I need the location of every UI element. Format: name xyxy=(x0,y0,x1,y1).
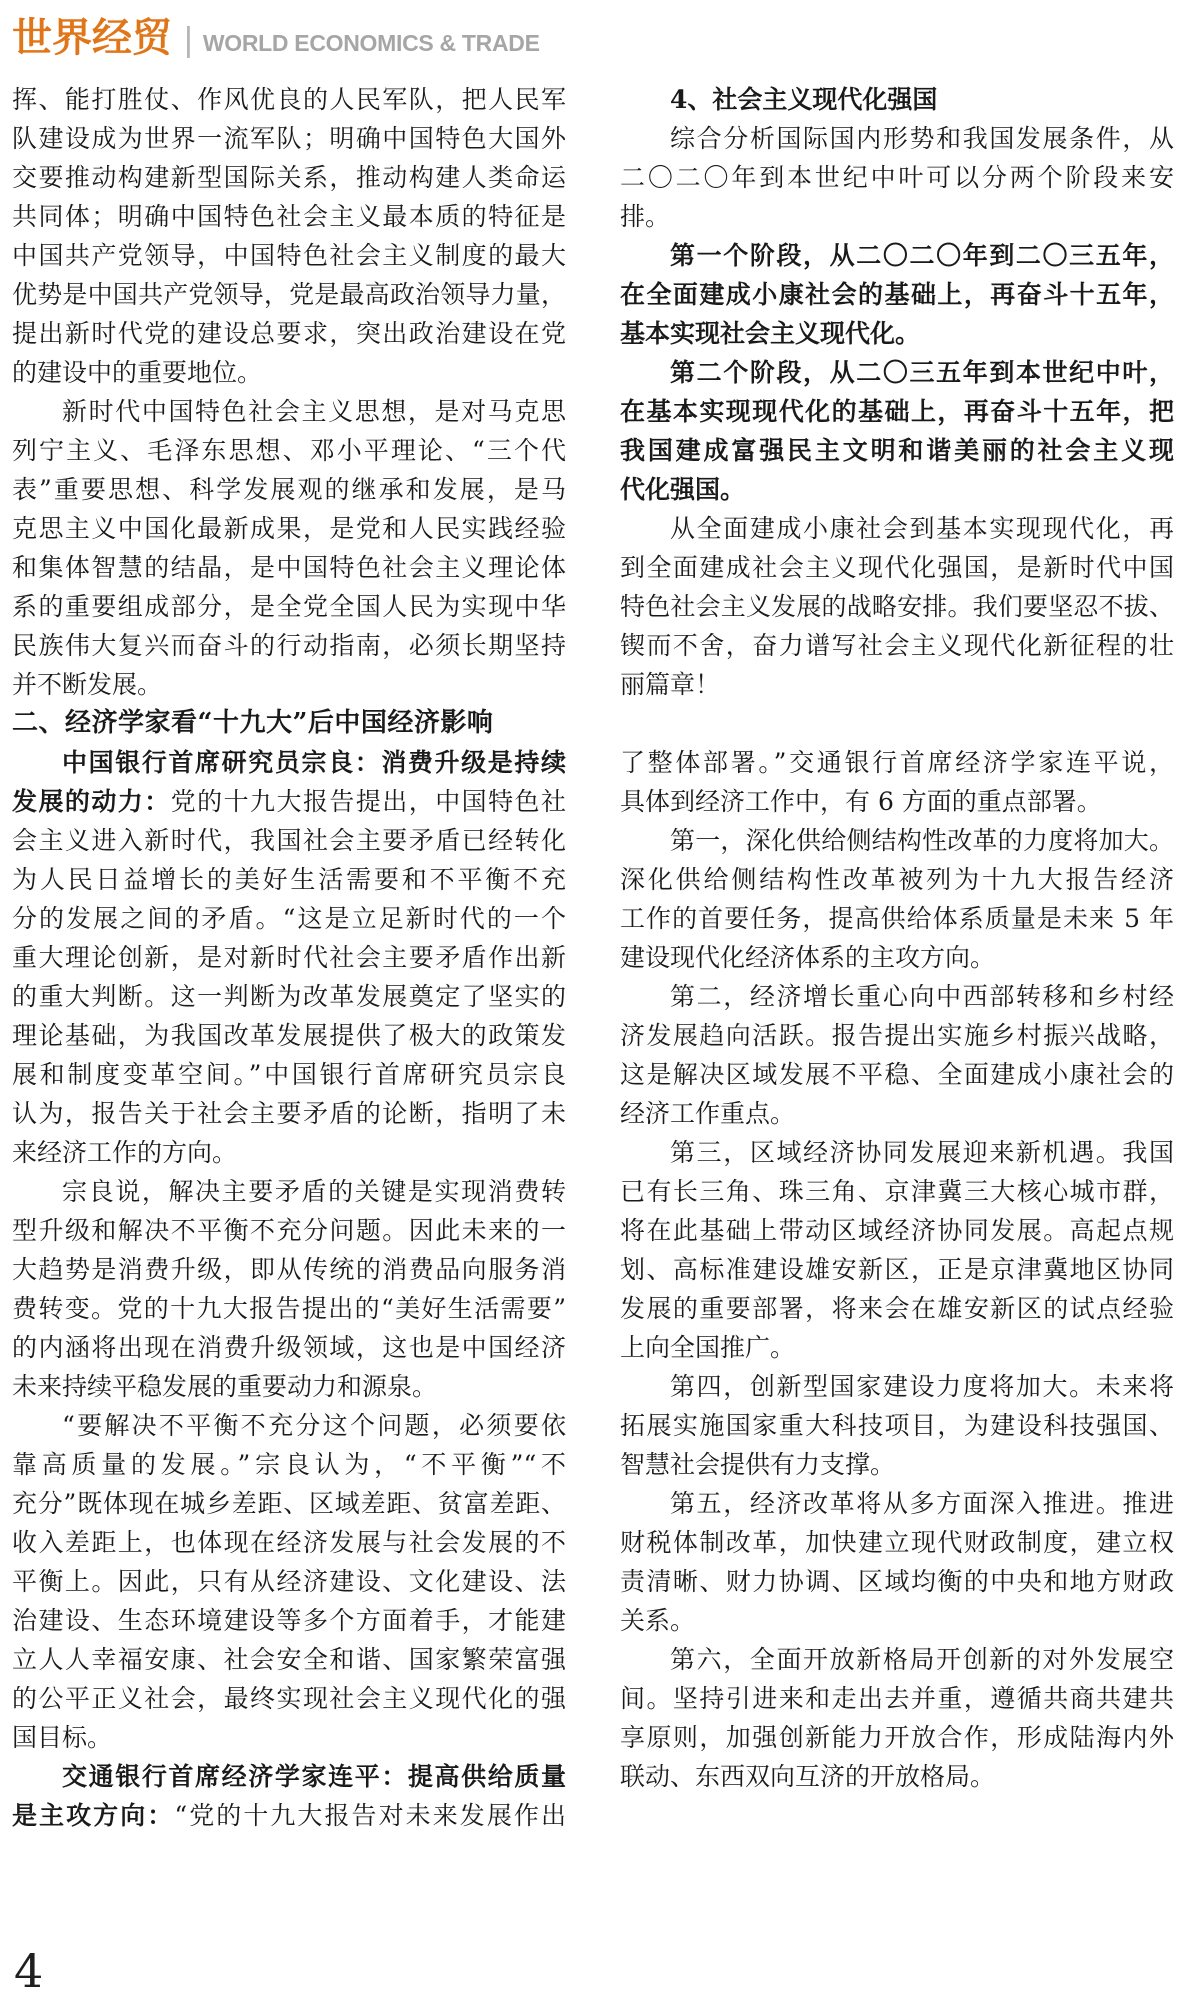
text-line xyxy=(620,392,1174,431)
text-segment: 列宁主义、毛泽东思想、邓小平理论、“三个代 xyxy=(12,436,566,465)
bold-text-segment: 第二个阶段，从二〇三五年到本世纪中叶， xyxy=(670,358,1174,387)
text-segment: 立人人幸福安康、社会安全和谐、国家繁荣富强 xyxy=(12,1645,566,1674)
text-line xyxy=(12,119,566,158)
text-segment: 上向全国推广。 xyxy=(620,1333,796,1362)
masthead xyxy=(12,6,540,63)
text-line xyxy=(620,665,1174,704)
text-segment: 经济工作重点。 xyxy=(620,1099,796,1128)
text-line xyxy=(620,1016,1174,1055)
text-line xyxy=(620,1679,1174,1718)
text-segment: 提出新时代党的建设总要求，突出政治建设在党 xyxy=(12,319,566,348)
text-segment: “党的十九大报告对未来发展作出 xyxy=(174,1801,566,1830)
text-line xyxy=(620,977,1174,1016)
text-line xyxy=(12,782,566,821)
text-segment: 济发展趋向活跃。报告提出实施乡村振兴战略， xyxy=(620,1021,1174,1050)
text-line xyxy=(12,1562,566,1601)
text-line xyxy=(620,119,1174,158)
text-line xyxy=(620,1289,1174,1328)
text-line xyxy=(620,626,1174,665)
text-segment: 未来持续平稳发展的重要动力和源泉。 xyxy=(12,1372,438,1401)
text-segment: 重大理论创新，是对新时代社会主要矛盾作出新 xyxy=(12,943,566,972)
text-line xyxy=(620,1757,1174,1796)
text-line xyxy=(620,1523,1174,1562)
text-segment: 具体到经济工作中，有 6 方面的重点部署。 xyxy=(620,787,1102,816)
text-segment: 发展的重要部署，将来会在雄安新区的试点经验 xyxy=(620,1294,1174,1323)
text-line xyxy=(620,1406,1174,1445)
text-segment: 联动、东西双向互济的开放格局。 xyxy=(620,1762,996,1791)
text-line xyxy=(12,1250,566,1289)
text-segment: 二〇二〇年到本世纪中叶可以分两个阶段来安 xyxy=(620,163,1174,192)
text-line xyxy=(12,860,566,899)
text-line xyxy=(620,1172,1174,1211)
text-line xyxy=(620,1328,1174,1367)
text-segment: 的建设中的重要地位。 xyxy=(12,358,263,387)
text-line xyxy=(620,1718,1174,1757)
text-segment: 间。坚持引进来和走出去并重，遵循共商共建共 xyxy=(620,1684,1174,1713)
text-segment: 第四，创新型国家建设力度将加大。未来将 xyxy=(670,1372,1174,1401)
text-line xyxy=(620,1484,1174,1523)
text-segment: 建设现代化经济体系的主攻方向。 xyxy=(620,943,996,972)
text-line xyxy=(12,665,566,704)
text-segment: 优势是中国共产党领导，党是最高政治领导力量， xyxy=(12,280,566,309)
text-segment: 这是解决区域发展不平稳、全面建成小康社会的 xyxy=(620,1060,1174,1089)
text-line xyxy=(12,1718,566,1757)
text-line xyxy=(620,1562,1174,1601)
text-segment: 并不断发展。 xyxy=(12,670,163,699)
text-line xyxy=(620,1133,1174,1172)
text-line xyxy=(620,1055,1174,1094)
masthead-divider: | xyxy=(184,21,193,59)
text-segment: 划、高标准建设雄安新区，正是京津冀地区协同 xyxy=(620,1255,1174,1284)
text-line xyxy=(12,1757,566,1796)
text-line xyxy=(12,821,566,860)
text-segment: 充分”既体现在城乡差距、区域差距、贫富差距、 xyxy=(12,1489,566,1518)
text-line xyxy=(620,587,1174,626)
text-segment: 型升级和解决不平衡不充分问题。因此未来的一 xyxy=(12,1216,566,1245)
text-segment: 锲而不舍，奋力谱写社会主义现代化新征程的壮 xyxy=(620,631,1174,660)
text-line xyxy=(12,1484,566,1523)
text-segment: 排。 xyxy=(620,202,671,231)
text-segment: 了整体部署。”交通银行首席经济学家连平说， xyxy=(620,748,1174,777)
text-line xyxy=(12,392,566,431)
text-line xyxy=(12,626,566,665)
text-line xyxy=(12,353,566,392)
text-line xyxy=(12,509,566,548)
text-line xyxy=(620,353,1174,392)
text-segment: 从全面建成小康社会到基本实现现代化，再 xyxy=(670,514,1174,543)
masthead-title-cn: 世界经贸 xyxy=(12,15,172,61)
text-segment: 平衡上。因此，只有从经济建设、文化建设、法 xyxy=(12,1567,566,1596)
text-segment: 来经济工作的方向。 xyxy=(12,1138,238,1167)
text-segment: 第五，经济改革将从多方面深入推进。推进 xyxy=(670,1489,1174,1518)
text-line xyxy=(620,1601,1174,1640)
text-segment: 的内涵将出现在消费升级领域，这也是中国经济 xyxy=(12,1333,566,1362)
bold-text-segment: 发展的动力： xyxy=(12,787,171,816)
text-segment: 丽篇章！ xyxy=(620,670,721,699)
text-segment: 财税体制改革，加快建立现代财政制度，建立权 xyxy=(620,1528,1174,1557)
text-line xyxy=(620,1094,1174,1133)
text-line xyxy=(620,80,1174,119)
text-line xyxy=(12,1601,566,1640)
text-line xyxy=(620,470,1174,509)
bold-text-segment: 4、社会主义现代化强国 xyxy=(670,85,938,114)
text-line xyxy=(12,1055,566,1094)
text-line xyxy=(12,470,566,509)
masthead-title-en: WORLD ECONOMICS & TRADE xyxy=(202,30,540,56)
text-line xyxy=(12,431,566,470)
text-line xyxy=(12,1016,566,1055)
text-line xyxy=(12,1328,566,1367)
text-segment: 交要推动构建新型国际关系，推动构建人类命运 xyxy=(12,163,566,192)
text-line xyxy=(12,743,566,782)
text-line xyxy=(12,1679,566,1718)
text-segment: 拓展实施国家重大科技项目，为建设科技强国、 xyxy=(620,1411,1174,1440)
blank-line xyxy=(620,704,1174,743)
text-segment: 展和制度变革空间。”中国银行首席研究员宗良 xyxy=(12,1060,566,1089)
bold-text-segment: 我国建成富强民主文明和谐美丽的社会主义现 xyxy=(620,436,1174,465)
text-line xyxy=(12,1094,566,1133)
text-line xyxy=(620,1211,1174,1250)
text-line xyxy=(620,743,1174,782)
text-segment: 责清晰、财力协调、区域均衡的中央和地方财政 xyxy=(620,1567,1174,1596)
text-segment: 特色社会主义发展的战略安排。我们要坚忍不拔、 xyxy=(620,592,1174,621)
text-line xyxy=(12,587,566,626)
text-segment: 表”重要思想、科学发展观的继承和发展，是马 xyxy=(12,475,566,504)
text-line xyxy=(12,1406,566,1445)
text-line xyxy=(12,1289,566,1328)
text-segment: 大趋势是消费升级，即从传统的消费品向服务消 xyxy=(12,1255,566,1284)
text-segment: 为人民日益增长的美好生活需要和不平衡不充 xyxy=(12,865,566,894)
text-line xyxy=(12,1445,566,1484)
text-segment: 到全面建成社会主义现代化强国，是新时代中国 xyxy=(620,553,1174,582)
text-line xyxy=(620,158,1174,197)
text-segment: 关系。 xyxy=(620,1606,696,1635)
text-line xyxy=(620,236,1174,275)
text-line xyxy=(12,899,566,938)
text-line xyxy=(12,275,566,314)
text-segment: 享原则，加强创新能力开放合作，形成陆海内外 xyxy=(620,1723,1174,1752)
text-segment: 民族伟大复兴而奋斗的行动指南，必须长期坚持 xyxy=(12,631,566,660)
text-line xyxy=(620,782,1174,821)
text-segment: 的公平正义社会，最终实现社会主义现代化的强 xyxy=(12,1684,566,1713)
text-segment: 靠高质量的发展。”宗良认为，“不平衡”“不 xyxy=(12,1450,566,1479)
text-line xyxy=(620,821,1174,860)
bold-text-segment: 在基本实现现代化的基础上，再奋斗十五年，把 xyxy=(620,397,1174,426)
text-line xyxy=(620,509,1174,548)
text-segment: 治建设、生态环境建设等多个方面着手，才能建 xyxy=(12,1606,566,1635)
text-line xyxy=(12,1523,566,1562)
page-number: 4 xyxy=(14,1944,44,1998)
text-line xyxy=(12,197,566,236)
text-segment: 中国共产党领导，中国特色社会主义制度的最大 xyxy=(12,241,566,270)
bold-text-segment: 是主攻方向： xyxy=(12,1801,175,1830)
text-line xyxy=(620,1367,1174,1406)
text-segment: 费转变。党的十九大报告提出的“美好生活需要” xyxy=(12,1294,566,1323)
text-line xyxy=(12,314,566,353)
text-segment: 分的发展之间的矛盾。“这是立足新时代的一个 xyxy=(12,904,566,933)
section-heading xyxy=(12,704,566,743)
text-line xyxy=(12,938,566,977)
text-segment: 已有长三角、珠三角、京津冀三大核心城市群， xyxy=(620,1177,1174,1206)
bold-text-segment: 二、经济学家看“十九大”后中国经济影响 xyxy=(12,708,494,738)
text-segment: 队建设成为世界一流军队；明确中国特色大国外 xyxy=(12,124,566,153)
text-line xyxy=(620,431,1174,470)
text-segment: “要解决不平衡不充分这个问题，必须要依 xyxy=(62,1411,566,1440)
text-segment: 国目标。 xyxy=(12,1723,113,1752)
text-line xyxy=(12,1172,566,1211)
text-segment: 智慧社会提供有力支撑。 xyxy=(620,1450,896,1479)
text-segment: 认为，报告关于社会主要矛盾的论断，指明了未 xyxy=(12,1099,566,1128)
text-line xyxy=(620,899,1174,938)
text-line xyxy=(12,977,566,1016)
text-segment: 综合分析国际国内形势和我国发展条件，从 xyxy=(670,124,1174,153)
bold-text-segment: 基本实现社会主义现代化。 xyxy=(620,319,921,348)
bold-text-segment: 交通银行首席经济学家连平：提高供给质量 xyxy=(62,1762,566,1791)
column-left xyxy=(12,80,566,1835)
text-line xyxy=(12,1796,566,1835)
text-segment: 收入差距上，也体现在经济发展与社会发展的不 xyxy=(12,1528,566,1557)
text-line xyxy=(12,1133,566,1172)
column-right xyxy=(620,80,1174,1796)
bold-text-segment: 代化强国。 xyxy=(620,475,746,504)
text-line xyxy=(620,938,1174,977)
text-line xyxy=(620,1250,1174,1289)
bold-text-segment: 第一个阶段，从二〇二〇年到二〇三五年， xyxy=(670,241,1174,270)
text-segment: 第二，经济增长重心向中西部转移和乡村经 xyxy=(670,982,1174,1011)
text-line xyxy=(12,1367,566,1406)
text-segment: 工作的首要任务，提高供给体系质量是未来 5 年 xyxy=(620,904,1174,933)
text-line xyxy=(12,1211,566,1250)
text-segment: 理论基础，为我国改革发展提供了极大的政策发 xyxy=(12,1021,566,1050)
text-segment: 宗良说，解决主要矛盾的关键是实现消费转 xyxy=(62,1177,566,1206)
text-segment: 第三，区域经济协同发展迎来新机遇。我国 xyxy=(670,1138,1174,1167)
text-segment: 系的重要组成部分，是全党全国人民为实现中华 xyxy=(12,592,566,621)
bold-text-segment: 在全面建成小康社会的基础上，再奋斗十五年， xyxy=(620,280,1174,309)
text-segment: 深化供给侧结构性改革被列为十九大报告经济 xyxy=(620,865,1174,894)
text-segment: 第一，深化供给侧结构性改革的力度将加大。 xyxy=(670,826,1174,855)
text-line xyxy=(620,1640,1174,1679)
text-segment: 克思主义中国化最新成果，是党和人民实践经验 xyxy=(12,514,566,543)
text-segment: 共同体；明确中国特色社会主义最本质的特征是 xyxy=(12,202,566,231)
text-line xyxy=(620,314,1174,353)
text-line xyxy=(620,197,1174,236)
text-line xyxy=(12,158,566,197)
text-line xyxy=(620,1445,1174,1484)
text-line xyxy=(12,236,566,275)
text-line xyxy=(620,548,1174,587)
text-segment: 和集体智慧的结晶，是中国特色社会主义理论体 xyxy=(12,553,566,582)
text-line xyxy=(620,860,1174,899)
text-segment: 挥、能打胜仗、作风优良的人民军队，把人民军 xyxy=(12,85,566,114)
bold-text-segment: 中国银行首席研究员宗良：消费升级是持续 xyxy=(62,748,566,777)
text-line xyxy=(12,548,566,587)
text-segment: 新时代中国特色社会主义思想，是对马克思 xyxy=(62,397,566,426)
text-segment: 党的十九大报告提出，中国特色社 xyxy=(170,787,566,816)
text-line xyxy=(12,80,566,119)
text-segment: 将在此基础上带动区域经济协同发展。高起点规 xyxy=(620,1216,1174,1245)
text-segment: 的重大判断。这一判断为改革发展奠定了坚实的 xyxy=(12,982,566,1011)
text-line xyxy=(620,275,1174,314)
text-line xyxy=(12,1640,566,1679)
text-segment: 会主义进入新时代，我国社会主要矛盾已经转化 xyxy=(12,826,566,855)
text-segment: 第六，全面开放新格局开创新的对外发展空 xyxy=(670,1645,1174,1674)
